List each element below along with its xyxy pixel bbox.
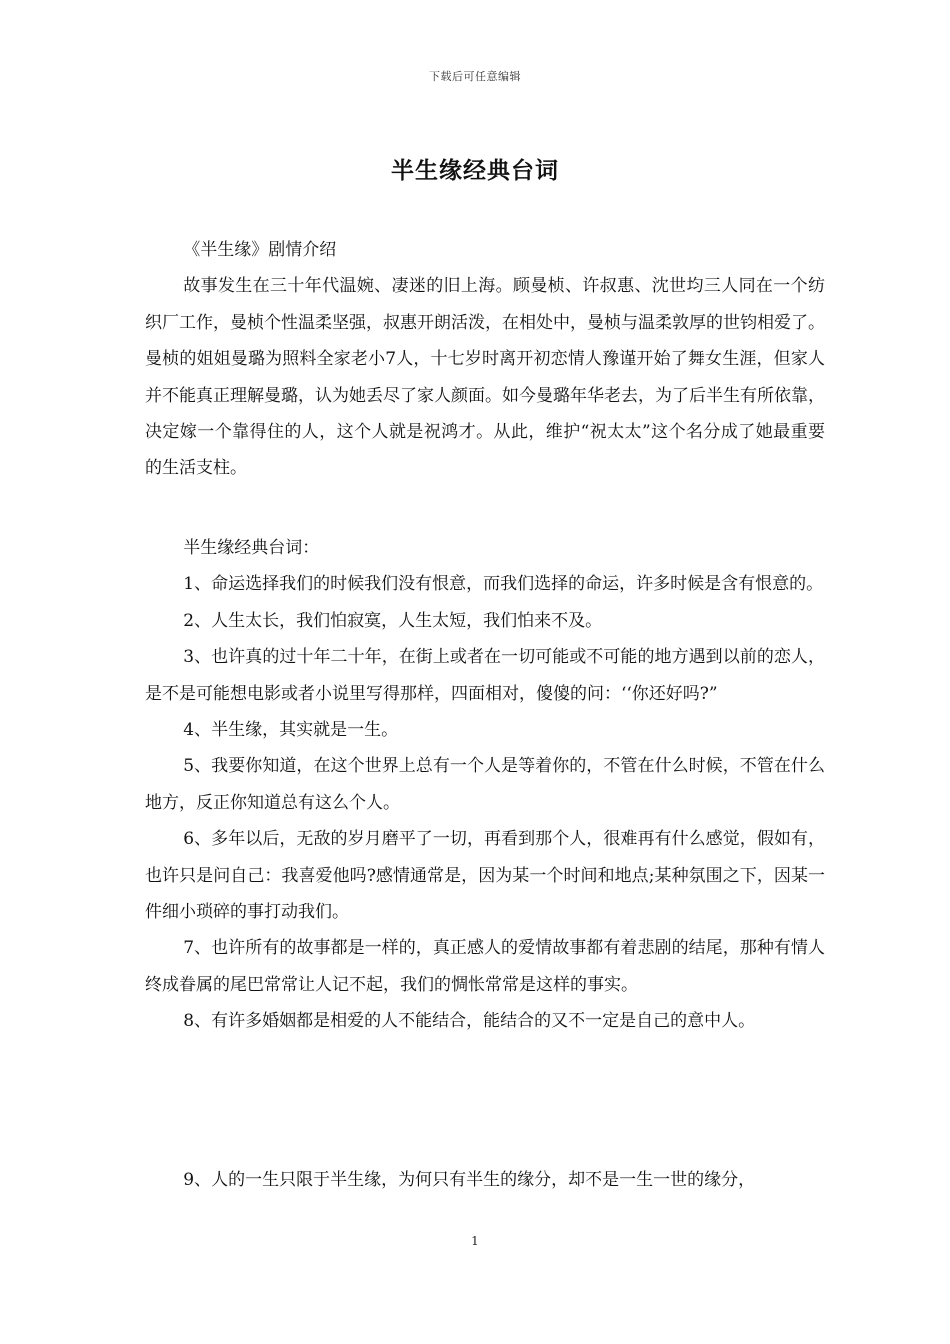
quote-item-2: 2、人生太长，我们怕寂寞，人生太短，我们怕来不及。 <box>183 610 603 631</box>
quote-item-5: 5、我要你知道，在这个世界上总有一个人是等着你的，不管在什么时候，不管在什么地方，反正你知道总有这么个人。 <box>145 756 825 813</box>
quote-item-6: 6、多年以后，无敌的岁月磨平了一切，再看到那个人，很难再有什么感觉，假如有，也许只是问自己：我喜爱他吗?感情通常是，因为某一个时间和地点;某种氛围之下，因某一件细小琐碎的事打动我们。 <box>145 829 825 923</box>
quote-item-8: 8、有许多婚姻都是相爱的人不能结合，能结合的又不一定是自己的意中人。 <box>183 1011 756 1032</box>
quotes-heading: 半生缘经典台词： <box>183 538 320 558</box>
quotes-section <box>145 530 825 1040</box>
quote-item-4: 4、半生缘，其实就是一生。 <box>183 720 399 741</box>
quote-item-1: 1、命运选择我们的时候我们没有恨意，而我们选择的命运，许多时候是含有恨意的。 <box>183 574 824 595</box>
page-number: 1 <box>471 1234 479 1248</box>
intro-paragraph: 故事发生在三十年代温婉、凄迷的旧上海。顾曼桢、许叔惠、沈世均三人同在一个纺织厂工作，曼桢个性温柔坚强，叔惠开朗活泼，在相处中，曼桢与温柔敦厚的世钧相爱了。曼桢的姐姐曼璐为照料全家老小7人，十七岁时离开初恋情人豫谨开始了舞女生涯，但家人并不能真正理解曼璐，认为她丢尽了家人颜面。如今曼璐年华老去，为了后半生有所依靠，决定嫁一个靠得住的人，这个人就是祝鸿才。从此，维护“祝太太”这个名分成了她最重要的生活支柱。 <box>145 276 825 479</box>
quote-item-9: 9、人的一生只限于半生缘，为何只有半生的缘分，却不是一生一世的缘分， <box>183 1170 756 1190</box>
intro-section <box>145 232 825 487</box>
quote-item-3: 3、也许真的过十年二十年，在街上或者在一切可能或不可能的地方遇到以前的恋人，是不是可能想电影或者小说里写得那样，四面相对，傻傻的问：‘‘你还好吗?” <box>145 647 825 704</box>
intro-heading: 《半生缘》剧情介绍 <box>183 240 337 260</box>
header-note: 下载后可任意编辑 <box>429 70 521 83</box>
quotes-continued <box>145 1162 825 1198</box>
quote-item-7: 7、也许所有的故事都是一样的，真正感人的爱情故事都有着悲剧的结尾，那种有情人终成眷属的尾巴常常让人记不起，我们的惆怅常常是这样的事实。 <box>145 938 825 995</box>
document-title: 半生缘经典台词 <box>391 157 559 184</box>
